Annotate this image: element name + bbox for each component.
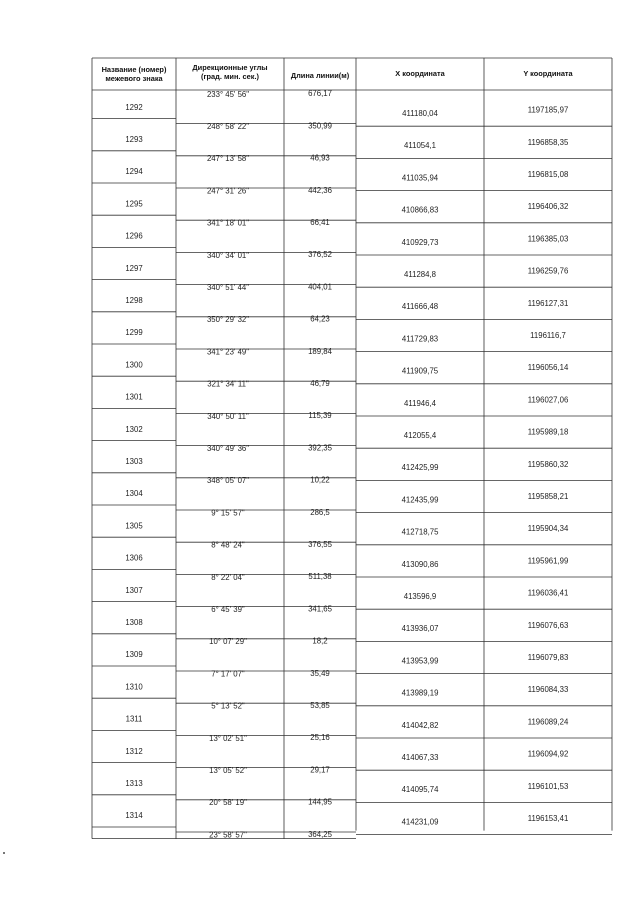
header-y-col: Y координата — [523, 69, 573, 78]
x-coordinate-cell: 414231,09 — [401, 817, 439, 827]
y-coordinate-cell: 1196858,35 — [527, 137, 569, 147]
line-length-cell: 46,79 — [310, 379, 330, 388]
boundary-point-name: 1294 — [125, 167, 143, 177]
header-length-col: Длина линии(м) — [290, 71, 350, 80]
line-length-cell: 442,36 — [308, 185, 332, 195]
y-coordinate-cell: 1196056,14 — [527, 363, 569, 373]
line-length-cell: 144,95 — [308, 797, 332, 807]
boundary-point-name: 1310 — [125, 682, 143, 692]
boundary-point-name: 1306 — [125, 553, 143, 563]
line-length-cell: 364,25 — [308, 829, 332, 839]
y-coordinate-cell: 1196153,41 — [527, 814, 569, 823]
x-coordinate-cell: 413953,99 — [401, 656, 439, 666]
boundary-point-name: 1314 — [125, 811, 143, 821]
direction-angle-cell: 247° 31' 26" — [206, 186, 250, 196]
line-length-cell: 64,23 — [310, 314, 330, 324]
x-coordinate-cell: 410929,73 — [401, 237, 439, 247]
y-coordinate-cell: 1195961,99 — [527, 556, 569, 566]
direction-angle-cell: 23° 58' 57" — [209, 830, 247, 840]
y-coordinate-cell: 1197185,97 — [527, 105, 569, 115]
line-length-cell: 35,49 — [310, 668, 330, 678]
direction-angle-cell: 350° 29' 32" — [206, 315, 250, 325]
line-length-cell: 376,55 — [308, 540, 332, 549]
x-coordinate-cell: 411946,4 — [404, 398, 436, 408]
direction-angle-cell: 340° 49' 36" — [206, 444, 250, 453]
boundary-point-name: 1305 — [125, 521, 143, 531]
x-coordinate-cell: 411054,1 — [404, 141, 436, 151]
y-coordinate-cell: 1196406,32 — [527, 202, 569, 212]
y-coordinate-cell: 1195989,18 — [527, 427, 569, 437]
header-name-col: межевого знака — [105, 74, 163, 83]
x-coordinate-cell: 410866,83 — [401, 205, 439, 215]
y-coordinate-cell: 1196127,31 — [527, 298, 569, 308]
y-coordinate-cell: 1196036,41 — [527, 588, 569, 598]
y-coordinate-cell: 1195858,21 — [527, 492, 569, 501]
direction-angle-cell: 13° 05' 52" — [209, 766, 247, 775]
boundary-point-name: 1312 — [125, 746, 143, 756]
line-length-cell: 676,17 — [308, 89, 332, 99]
line-length-cell: 392,35 — [308, 443, 332, 453]
y-coordinate-cell: 1196084,33 — [527, 685, 569, 695]
direction-angle-cell: 9° 15' 57" — [211, 508, 245, 518]
boundary-point-name: 1298 — [125, 296, 143, 305]
boundary-point-name: 1299 — [125, 328, 143, 338]
y-coordinate-cell: 1196101,53 — [527, 781, 569, 791]
x-coordinate-cell: 412425,99 — [401, 463, 439, 473]
line-length-cell: 53,85 — [310, 701, 330, 710]
boundary-point-name: 1295 — [125, 199, 143, 209]
line-length-cell: 350,99 — [308, 121, 332, 131]
header-angle-col: Дирекционные углы — [192, 63, 268, 72]
x-coordinate-cell: 411729,83 — [401, 334, 439, 344]
direction-angle-cell: 20° 58' 19" — [209, 798, 247, 808]
direction-angle-cell: 340° 34' 01" — [206, 250, 250, 260]
y-coordinate-cell: 1196259,76 — [527, 266, 569, 276]
x-coordinate-cell: 411035,94 — [401, 173, 439, 183]
line-length-cell: 25,16 — [310, 733, 330, 743]
direction-angle-cell: 6° 45' 39" — [211, 605, 245, 614]
line-length-cell: 511,38 — [308, 572, 332, 582]
x-coordinate-cell: 412435,99 — [401, 495, 439, 505]
scan-speck — [3, 852, 5, 854]
header-name-col: Название (номер) — [101, 65, 167, 74]
boundary-point-name: 1304 — [125, 489, 143, 499]
boundary-point-name: 1297 — [125, 263, 143, 273]
direction-angle-cell: 321° 34' 11" — [207, 379, 249, 389]
direction-angle-cell: 8° 22' 04" — [211, 572, 245, 582]
line-length-cell: 66,41 — [310, 218, 330, 227]
y-coordinate-cell: 1195860,32 — [527, 459, 569, 469]
boundary-point-name: 1303 — [125, 457, 143, 466]
y-coordinate-cell: 1196027,06 — [527, 395, 569, 405]
direction-angle-cell: 348° 05' 07" — [206, 476, 250, 486]
boundary-point-name: 1300 — [125, 360, 143, 370]
boundary-point-name: 1313 — [125, 779, 143, 788]
y-coordinate-cell: 1196079,83 — [527, 653, 569, 662]
y-coordinate-cell: 1196815,08 — [527, 170, 569, 179]
direction-angle-cell: 340° 51' 44" — [206, 283, 250, 292]
direction-angle-cell: 248° 58' 22" — [206, 122, 250, 131]
x-coordinate-cell: 411284,8 — [404, 270, 436, 279]
direction-angle-cell: 13° 02' 51" — [209, 733, 247, 743]
boundary-point-name: 1292 — [125, 102, 143, 112]
x-coordinate-cell: 414042,82 — [401, 720, 439, 730]
line-length-cell: 46,93 — [310, 153, 330, 163]
direction-angle-cell: 5° 13' 52" — [211, 701, 245, 711]
x-coordinate-cell: 413989,19 — [401, 688, 439, 698]
header-angle-col: (град. мин. сек.) — [201, 72, 259, 81]
boundary-point-name: 1309 — [125, 650, 143, 660]
x-coordinate-cell: 411666,48 — [401, 302, 439, 312]
direction-angle-cell: 247° 13' 58" — [206, 154, 250, 164]
line-length-cell: 286,5 — [310, 507, 330, 517]
x-coordinate-cell: 411909,75 — [401, 366, 439, 376]
y-coordinate-cell: 1196094,92 — [527, 749, 569, 759]
x-coordinate-cell: 414095,74 — [401, 785, 439, 795]
direction-angle-cell: 233° 45' 56" — [206, 89, 250, 99]
boundary-point-name: 1293 — [125, 135, 143, 144]
boundary-point-name: 1302 — [125, 424, 143, 434]
direction-angle-cell: 7° 17' 07" — [211, 669, 245, 679]
line-length-cell: 341,65 — [308, 604, 332, 614]
x-coordinate-cell: 412718,75 — [401, 527, 439, 537]
line-length-cell: 376,52 — [308, 250, 332, 260]
boundary-point-name: 1311 — [125, 714, 143, 724]
y-coordinate-cell: 1196089,24 — [527, 717, 569, 727]
x-coordinate-cell: 414067,33 — [401, 753, 439, 762]
y-coordinate-cell: 1195904,34 — [527, 524, 569, 534]
boundary-point-name: 1301 — [125, 392, 143, 402]
x-coordinate-cell: 413596,9 — [403, 592, 437, 601]
direction-angle-cell: 10° 07' 29" — [209, 637, 247, 647]
line-length-cell: 115,39 — [308, 411, 332, 421]
line-length-cell: 189,84 — [308, 346, 332, 356]
direction-angle-cell: 340° 50' 11" — [207, 411, 249, 421]
x-coordinate-cell: 411180,04 — [402, 109, 438, 118]
direction-angle-cell: 341° 18' 01" — [206, 218, 250, 228]
direction-angle-cell: 8° 48' 24" — [211, 540, 245, 550]
x-coordinate-cell: 413936,07 — [401, 624, 439, 634]
y-coordinate-cell: 1196076,63 — [527, 620, 569, 630]
x-coordinate-cell: 413090,86 — [401, 559, 439, 569]
x-coordinate-cell: 412055,4 — [403, 431, 437, 440]
line-length-cell: 18,2 — [312, 636, 328, 646]
boundary-point-name: 1308 — [125, 618, 143, 627]
y-coordinate-cell: 1196385,03 — [527, 234, 569, 244]
boundary-point-name: 1307 — [125, 585, 143, 595]
boundary-point-name: 1296 — [125, 231, 143, 241]
header-x-col: X координата — [395, 69, 445, 78]
y-coordinate-cell: 1196116,7 — [530, 331, 566, 340]
line-length-cell: 29,17 — [310, 765, 330, 775]
line-length-cell: 404,01 — [308, 282, 332, 292]
direction-angle-cell: 341° 23' 49" — [206, 347, 250, 357]
line-length-cell: 10,22 — [310, 475, 330, 485]
